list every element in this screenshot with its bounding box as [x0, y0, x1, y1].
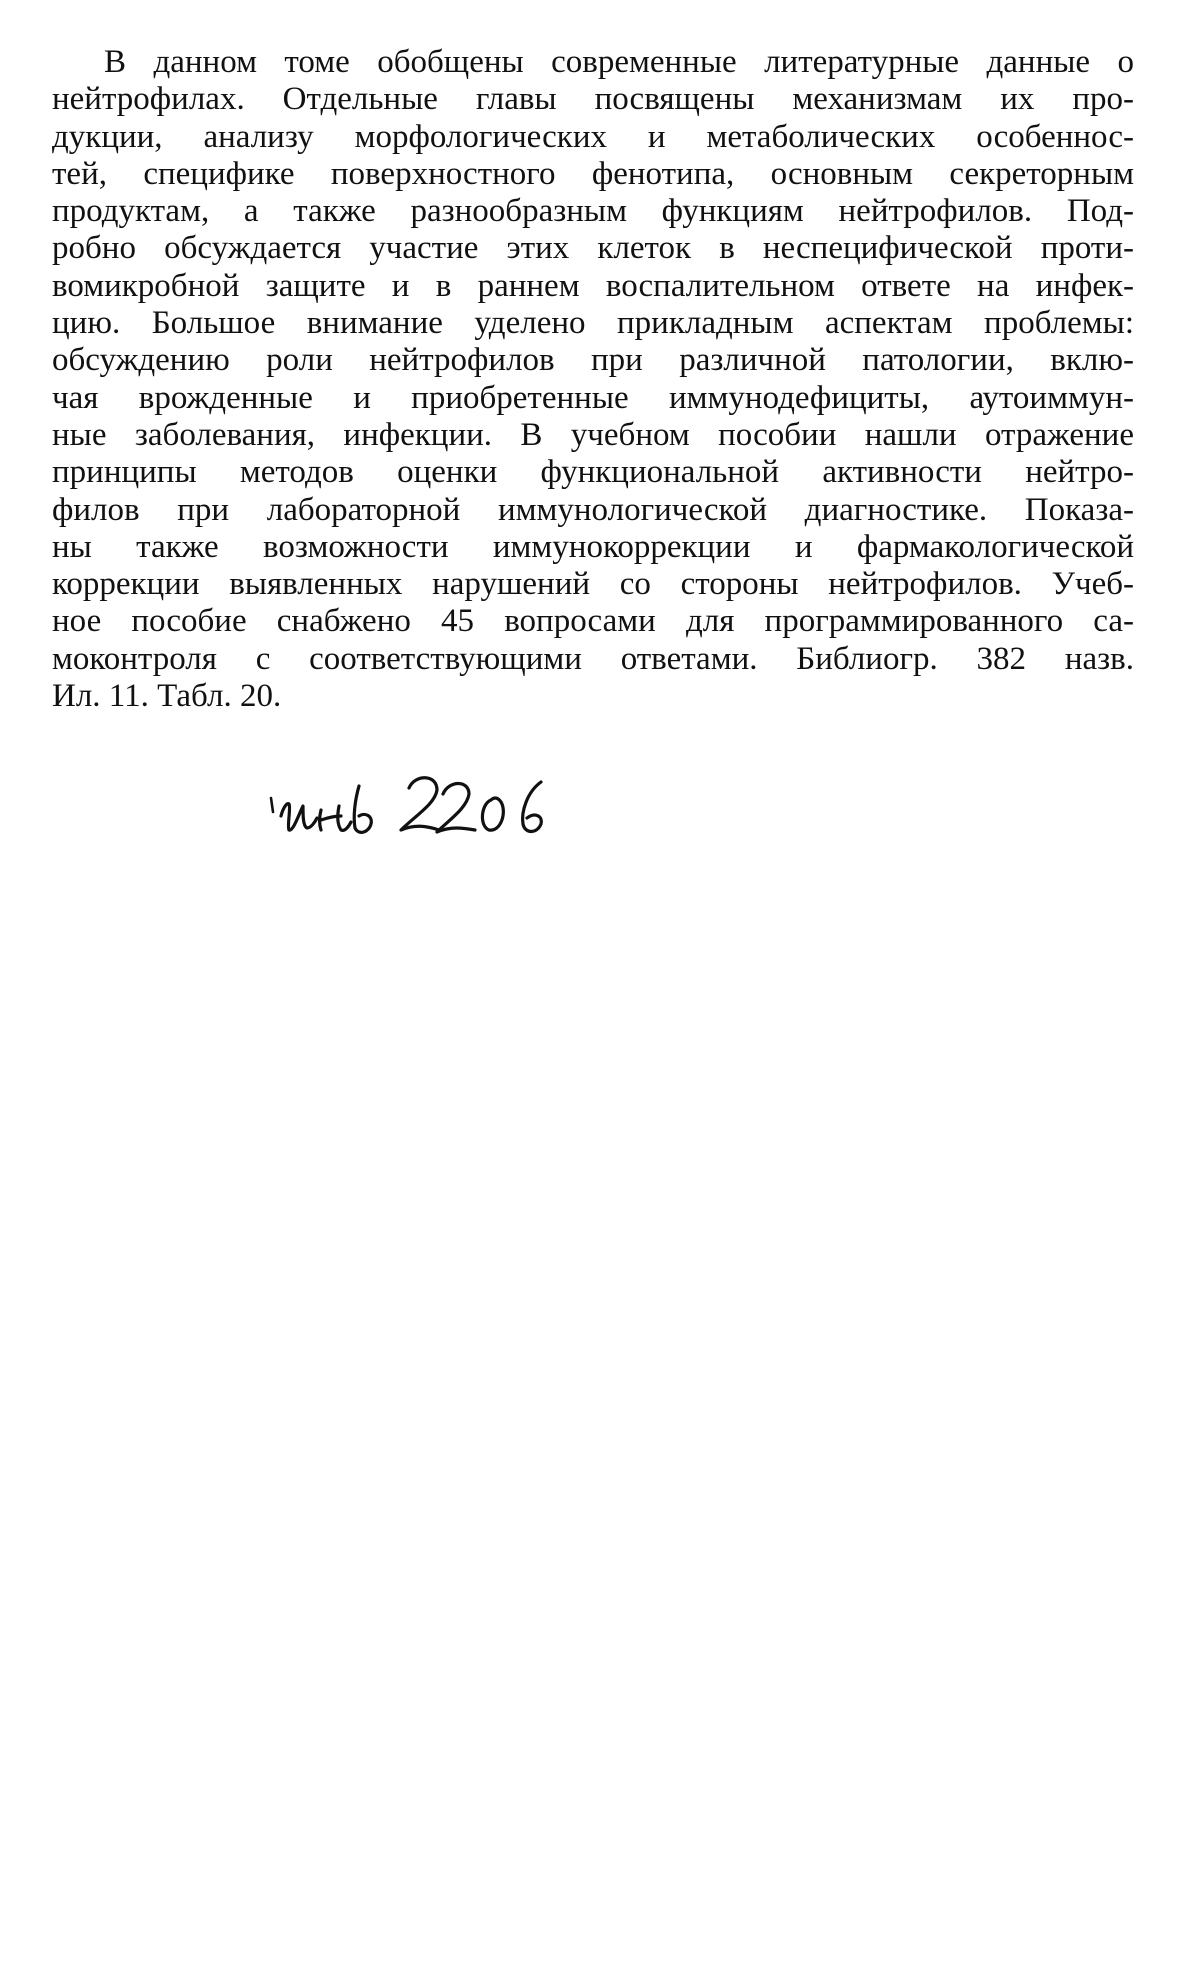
abstract-line: филов при лабораторной иммунологической диагностике. Показа- — [52, 491, 1134, 528]
abstract-line: ное пособие снабжено 45 вопросами для программированного са- — [52, 603, 1134, 640]
abstract-line: цию. Большое внимание уделено прикладным аспектам проблемы: — [52, 305, 1134, 342]
handwritten-inventory-signature — [265, 760, 585, 870]
abstract-line: дукции, анализу морфологических и метаболических особеннос- — [52, 118, 1134, 155]
abstract-line: нейтрофилах. Отдельные главы посвящены механизмам их про- — [52, 81, 1134, 118]
abstract-line: продуктам, а также разнообразным функциям нейтрофилов. Под- — [52, 193, 1134, 230]
abstract-line: ные заболевания, инфекции. В учебном пособии нашли отражение — [52, 416, 1134, 453]
abstract-line: обсуждению роли нейтрофилов при различной патологии, вклю- — [52, 342, 1134, 379]
abstract-line: тей, специфике поверхностного фенотипа, основным секреторным — [52, 155, 1134, 192]
abstract-line: робно обсуждается участие этих клеток в неспецифической проти- — [52, 230, 1134, 267]
abstract-line: чая врожденные и приобретенные иммунодефициты, аутоиммун- — [52, 379, 1134, 416]
abstract-line: принципы методов оценки функциональной активности нейтро- — [52, 454, 1134, 491]
abstract-line: вомикробной защите и в раннем воспалительном ответе на инфек- — [52, 267, 1134, 304]
abstract-line: моконтроля с соответствующими ответами. Библиогр. 382 назв. — [52, 640, 1134, 677]
abstract-line: Ил. 11. Табл. 20. — [52, 678, 282, 715]
abstract-line: коррекции выявленных нарушений со стороны нейтрофилов. Учеб- — [52, 566, 1134, 603]
abstract-line: В данном томе обобщены современные литературные данные о — [104, 44, 1134, 80]
abstract-line: ны также возможности иммунокоррекции и фармакологической — [52, 528, 1134, 565]
handwritten-inventory-note — [265, 760, 585, 870]
abstract-paragraph — [52, 44, 1134, 715]
